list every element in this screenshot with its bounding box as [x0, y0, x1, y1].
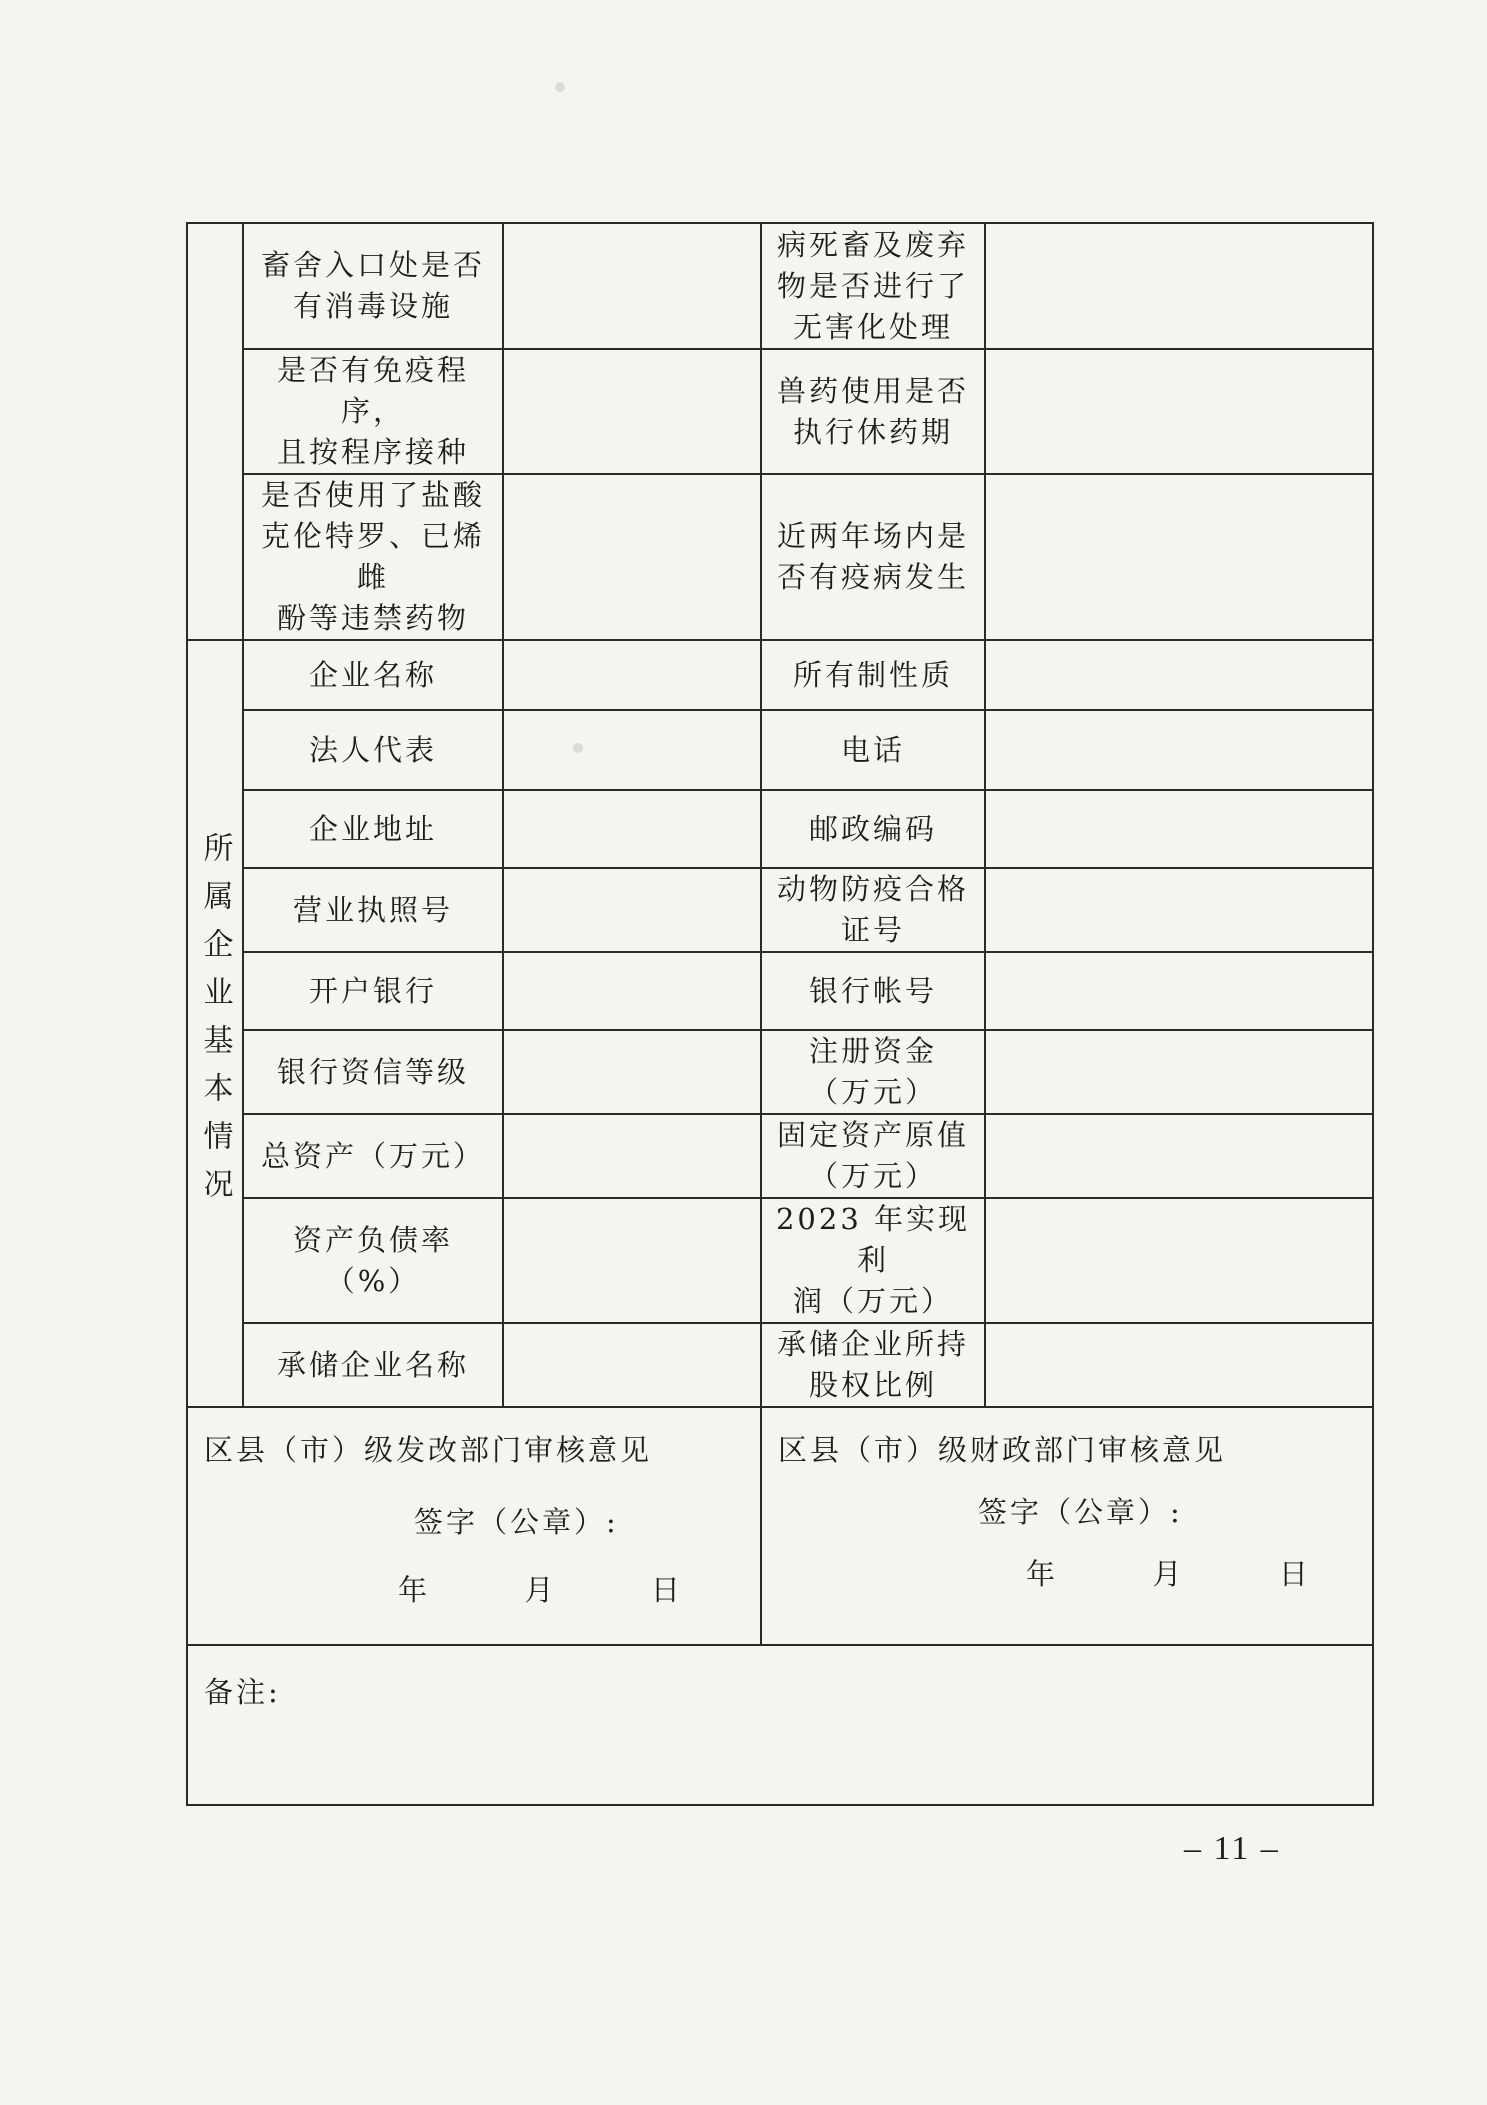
- dev-reform-date-line: [398, 1570, 683, 1611]
- table-row: [187, 1407, 1373, 1645]
- value-cell-total-assets[interactable]: [503, 1114, 761, 1198]
- value-cell-epidemic-certificate[interactable]: [985, 868, 1373, 952]
- row-label-phone: 电话: [761, 710, 985, 790]
- value-cell-dead-animal-disposal[interactable]: [985, 223, 1373, 349]
- value-cell-immunization[interactable]: [503, 349, 761, 474]
- value-cell-business-license[interactable]: [503, 868, 761, 952]
- year-label: 年: [398, 1573, 431, 1607]
- row-label-registered-capital: 注册资金 （万元）: [761, 1030, 985, 1114]
- dev-reform-opinion-cell[interactable]: [187, 1407, 761, 1645]
- row-label-enterprise-address: 企业地址: [243, 790, 503, 868]
- finance-opinion-title: 区县（市）级财政部门审核意见: [778, 1433, 1227, 1467]
- value-cell-withdrawal-period[interactable]: [985, 349, 1373, 474]
- table-row: [187, 1645, 1373, 1805]
- row-label-equity-ratio: 承储企业所持 股权比例: [761, 1323, 985, 1407]
- dev-reform-opinion-title: 区县（市）级发改部门审核意见: [204, 1433, 653, 1467]
- page-number: – 11 –: [1184, 1830, 1280, 1867]
- row-label-banned-drugs: 是否使用了盐酸 克伦特罗、已烯雌 酚等违禁药物: [243, 474, 503, 640]
- row-label-business-license: 营业执照号: [243, 868, 503, 952]
- row-label-enterprise-name: 企业名称: [243, 640, 503, 710]
- scan-artifact-icon: [573, 743, 583, 753]
- table-row: [187, 1114, 1373, 1198]
- month-label: 月: [524, 1573, 557, 1607]
- value-cell-bank[interactable]: [503, 952, 761, 1030]
- row-label-debt-ratio: 资产负债率（%）: [243, 1198, 503, 1323]
- table-row: [187, 868, 1373, 952]
- enterprise-section-label: 所属企业基本情况: [187, 640, 243, 1407]
- value-cell-ownership-type[interactable]: [985, 640, 1373, 710]
- table-row: [187, 1030, 1373, 1114]
- value-cell-debt-ratio[interactable]: [503, 1198, 761, 1323]
- value-cell-storage-enterprise[interactable]: [503, 1323, 761, 1407]
- table-row: [187, 349, 1373, 474]
- table-row: [187, 1198, 1373, 1323]
- table-row: [187, 223, 1373, 349]
- row-label-dead-animal-disposal: 病死畜及废弃 物是否进行了 无害化处理: [761, 223, 985, 349]
- value-cell-disinfection[interactable]: [503, 223, 761, 349]
- finance-opinion-cell[interactable]: [761, 1407, 1373, 1645]
- row-label-ownership-type: 所有制性质: [761, 640, 985, 710]
- row-label-storage-enterprise: 承储企业名称: [243, 1323, 503, 1407]
- value-cell-bank-account[interactable]: [985, 952, 1373, 1030]
- table-row: [187, 710, 1373, 790]
- value-cell-legal-representative[interactable]: [503, 710, 761, 790]
- value-cell-banned-drugs[interactable]: [503, 474, 761, 640]
- scan-artifact-icon: [555, 82, 565, 92]
- year-label: 年: [1026, 1557, 1059, 1591]
- value-cell-epidemic-history[interactable]: [985, 474, 1373, 640]
- table-row: [187, 640, 1373, 710]
- row-label-immunization: 是否有免疫程序， 且按程序接种: [243, 349, 503, 474]
- value-cell-registered-capital[interactable]: [985, 1030, 1373, 1114]
- value-cell-annual-profit[interactable]: [985, 1198, 1373, 1323]
- value-cell-equity-ratio[interactable]: [985, 1323, 1373, 1407]
- table-row: [187, 474, 1373, 640]
- row-label-total-assets: 总资产（万元）: [243, 1114, 503, 1198]
- dev-reform-signature-label: 签字（公章）:: [414, 1505, 619, 1539]
- value-cell-credit-rating[interactable]: [503, 1030, 761, 1114]
- row-label-annual-profit: 2023 年实现利 润（万元）: [761, 1198, 985, 1323]
- value-cell-phone[interactable]: [985, 710, 1373, 790]
- remarks-label: 备注:: [204, 1675, 281, 1709]
- day-label: 日: [650, 1573, 683, 1607]
- row-label-epidemic-certificate: 动物防疫合格 证号: [761, 868, 985, 952]
- day-label: 日: [1278, 1557, 1311, 1591]
- table-row: [187, 952, 1373, 1030]
- table-row: [187, 1323, 1373, 1407]
- remarks-cell[interactable]: [187, 1645, 1373, 1805]
- row-label-bank: 开户银行: [243, 952, 503, 1030]
- livestock-farm-info-form: [186, 222, 1374, 1806]
- value-cell-enterprise-address[interactable]: [503, 790, 761, 868]
- value-cell-fixed-assets[interactable]: [985, 1114, 1373, 1198]
- table-row: [187, 790, 1373, 868]
- finance-date-line: [1026, 1554, 1311, 1595]
- row-label-credit-rating: 银行资信等级: [243, 1030, 503, 1114]
- row-label-epidemic-history: 近两年场内是 否有疫病发生: [761, 474, 985, 640]
- row-label-disinfection: 畜舍入口处是否 有消毒设施: [243, 223, 503, 349]
- finance-signature-label: 签字（公章）:: [978, 1495, 1183, 1529]
- row-label-bank-account: 银行帐号: [761, 952, 985, 1030]
- value-cell-postal-code[interactable]: [985, 790, 1373, 868]
- row-label-postal-code: 邮政编码: [761, 790, 985, 868]
- row-label-fixed-assets: 固定资产原值 （万元）: [761, 1114, 985, 1198]
- value-cell-enterprise-name[interactable]: [503, 640, 761, 710]
- row-label-withdrawal-period: 兽药使用是否 执行休药期: [761, 349, 985, 474]
- month-label: 月: [1152, 1557, 1185, 1591]
- section-label-cell-blank: [187, 223, 243, 640]
- row-label-legal-representative: 法人代表: [243, 710, 503, 790]
